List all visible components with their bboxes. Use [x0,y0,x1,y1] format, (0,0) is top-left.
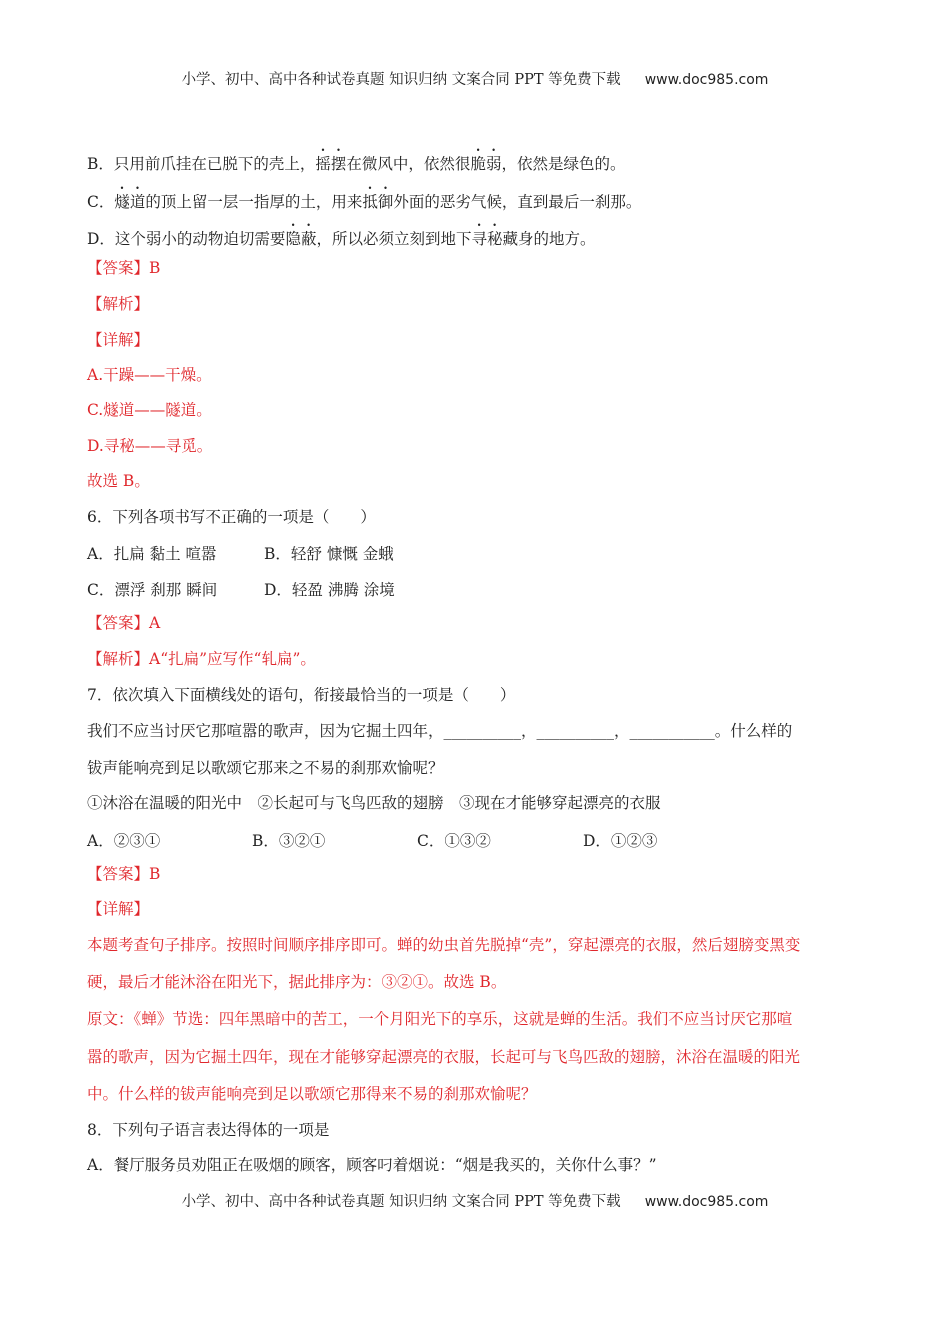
question-line [87,1120,329,1140]
choice-option: C．漂浮 刹那 瞬间 [87,581,218,599]
text-segment: 6．下列各项书写不正确的一项是（ ） [87,508,376,526]
emphasized-text: 寻秘 [471,230,503,248]
text-segment: ，所以必须立刻到地下 [316,230,472,248]
answer-line [87,365,212,385]
text-segment: B．只用前爪挂在已脱下的壳上， [87,155,316,173]
question-line [87,221,596,249]
emphasized-text: 抵御 [362,193,394,211]
page-header [0,68,950,89]
answer-line [87,436,212,456]
text-segment: 【答案】A [87,614,161,632]
text-segment: C． [87,193,115,211]
answer-line [87,899,149,919]
choice-option: D．轻盈 沸腾 涂境 [264,581,395,599]
header-text: 小学、初中、高中各种试卷真题 知识归纳 文案合同 PPT 等免费下载 [181,72,621,88]
text-segment: 【解析】A“扎扁”应写作“轧扁”。 [87,650,316,668]
text-segment: 【解析】 [87,295,150,313]
emphasized-text: 燧道 [114,193,146,211]
answer-line [87,294,149,314]
emphasized-text: 脆弱 [470,155,502,173]
question-line [87,721,792,741]
text-segment: 嚣的歌声，因为它掘土四年，现在才能够穿起漂亮的衣服，长起可与飞鸟匹敌的翅膀，沐浴在温暖的阳光 [87,1048,801,1066]
choice-option: A．②③① [87,832,161,850]
answer-line [87,471,150,491]
text-segment: 硬，最后才能沐浴在阳光下，据此排序为：③②①。故选 B。 [87,973,507,991]
answer-line [87,972,506,992]
emphasized-text: 隐蔽 [285,230,317,248]
choice-option: D．①②③ [583,832,658,850]
text-segment: 的顶上留一层一指厚的土，用来 [145,193,363,211]
text-segment: A.干躁——干燥。 [87,366,212,384]
text-segment: D．这个弱小的动物迫切需要 [87,230,286,248]
answer-line [87,1084,537,1104]
text-segment: ①沐浴在温暖的阳光中 ②长起可与飞鸟匹敌的翅膀 ③现在才能够穿起漂亮的衣服 [87,794,661,812]
text-segment: 本题考查句子排序。按照时间顺序排序即可。蝉的幼虫首先脱掉“壳”，穿起漂亮的衣服，然后翅膀变黑变 [87,936,801,954]
answer-line [87,935,800,955]
choice-option: C．①③② [417,832,491,850]
choice-option: B．③②① [252,832,326,850]
text-segment: 钹声能响亮到足以歌颂它那来之不易的刹那欢愉呢？ [87,759,444,777]
question-line [87,758,444,778]
choice-option: B．轻舒 慷慨 金蛾 [264,545,394,563]
answer-line [87,1047,800,1067]
question-line [87,1155,657,1175]
text-segment: 【详解】 [87,331,150,349]
text-segment: 【答案】B [87,259,161,277]
answer-line [87,400,212,420]
question-line [87,184,641,212]
text-segment: 原文：《蝉》节选：四年黑暗中的苦工，一个月阳光下的享乐，这就是蝉的生活。我们不应当讨厌它那喧 [87,1010,793,1028]
text-segment: 【详解】 [87,900,150,918]
text-segment: 中。什么样的钹声能响亮到足以歌颂它那得来不易的刹那欢愉呢？ [87,1085,537,1103]
text-segment: 【答案】B [87,865,161,883]
text-segment: 7．依次填入下面横线处的语句，衔接最恰当的一项是（ ） [87,686,516,704]
answer-line [87,1009,792,1029]
text-segment: D.寻秘——寻觅。 [87,437,213,455]
question-line [87,793,661,813]
answer-line [87,864,160,884]
answer-line [87,649,316,669]
question-line [87,685,515,705]
text-segment: 藏身的地方。 [502,230,596,248]
text-segment: 故选 B。 [87,472,150,490]
question-line [87,507,376,527]
text-segment: C.燧道——隧道。 [87,401,212,419]
header-url[interactable]: www.doc985.com [644,72,769,88]
choice-option: A．扎扁 黏土 喧嚣 [87,545,217,563]
page-footer [0,1190,950,1211]
answer-line [87,330,149,350]
text-segment: 我们不应当讨厌它那喧嚣的歌声，因为它掘土四年，__________，__________，___________。什么样的 [87,722,793,740]
question-line [87,146,625,174]
text-segment: ，依然是绿色的。 [501,155,626,173]
text-segment: A．餐厅服务员劝阻正在吸烟的顾客，顾客叼着烟说：“烟是我买的，关你什么事？” [87,1156,657,1174]
text-segment: 外面的恶劣气候，直到最后一刹那。 [393,193,642,211]
text-segment: 在微风中，依然很 [346,155,471,173]
footer-text: 小学、初中、高中各种试卷真题 知识归纳 文案合同 PPT 等免费下载 [181,1194,621,1210]
answer-line [87,613,160,633]
footer-url[interactable]: www.doc985.com [644,1194,769,1210]
emphasized-text: 摇摆 [315,155,347,173]
answer-line [87,258,160,278]
text-segment: 8．下列句子语言表达得体的一项是 [87,1121,330,1139]
